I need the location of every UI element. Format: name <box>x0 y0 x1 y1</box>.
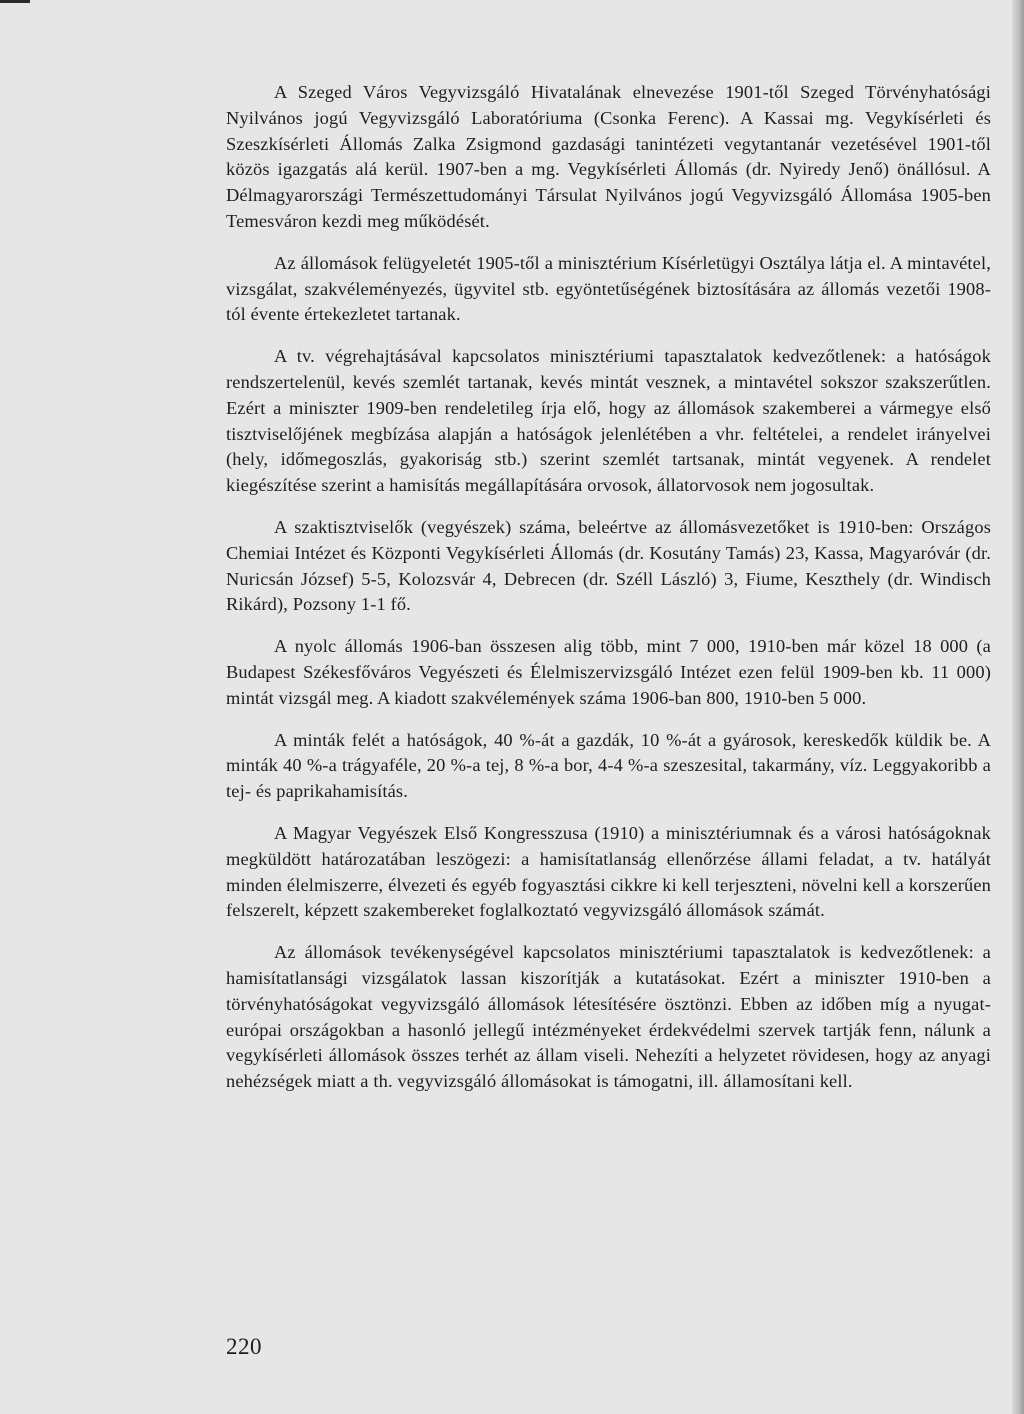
paragraph-5: A nyolc állomás 1906-ban összesen alig több, mint 7 000, 1910-ben már közel 18 000 (a Budapest Székesfőváros Vegyészeti és Élelmiszervizsgáló Intézet ezen felül 1909-ben kb. 11 000) mintát vizsgál meg. A kiadott szakvélemények száma 1906-ban 800, 1910-ben 5 000. <box>226 636 991 708</box>
paragraph-3: A tv. végrehajtásával kapcsolatos minisztériumi tapasztalatok kedvezőtlenek: a hatóságok rendszertelenül, kevés szemlét tartanak, kevés mintát vesznek, a mintavétel sokszor szakszerűtlen. Ezért a miniszter 1909-ben rendeletileg írja elő, hogy az állomások szakemberei a vármegye első tisztviselőjének megbízása alapján a hatóságok jelenlétében a vhr. feltételei, a rendelet irányelvei (hely, időmegoszlás, gyakoriság stb.) szerint szemlét tartsanak, mintát vegyenek. A rendelet kiegészítése szerint a hamisítás megállapítására orvosok, állatorvosok nem jogosultak. <box>226 346 991 496</box>
body-text <box>226 80 991 1111</box>
paragraph-4: A szaktisztviselők (vegyészek) száma, beleértve az állomásvezetőket is 1910-ben: Országos Chemiai Intézet és Központi Vegykísérleti Állomás (dr. Kosutány Tamás) 23, Kassa, Magyaróvár (dr. Nuricsán József) 5-5, Kolozsvár 4, Debrecen (dr. Széll László) 3, Fiume, Keszthely (dr. Windisch Rikárd), Pozsony 1-1 fő. <box>226 516 991 615</box>
paragraph-1: A Szeged Város Vegyvizsgáló Hivatalának elnevezése 1901-től Szeged Törvényhatósági Nyilvános jogú Vegyvizsgáló Laboratóriuma (Csonka Ferenc). A Kassai mg. Vegykísérleti és Szeszkísérleti Állomás Zalka Zsigmond gazdasági tanintézeti vegytantanár vezetésével 1901-től közös igazgatás alá kerül. 1907-ben a mg. Vegykísérleti Állomás (dr. Nyiredy Jenő) önállósul. A Délmagyarországi Természettudományi Társulat Nyilvános jogú Vegyvizsgáló Állomása 1905-ben Temesváron kezdi meg működését. <box>226 82 991 231</box>
paragraph-8: Az állomások tevékenységével kapcsolatos minisztériumi tapasztalatok is kedvezőtlenek: a hamisítatlansági vizsgálatok lassan kiszorítják a kutatásokat. Ezért a miniszter 1910-ben a törvényhatóságokat vegyvizsgáló állomások létesítésére ösztönzi. Ebben az időben míg a nyugat-európai országokban a hasonló jellegű intézményeket érdekvédelmi szervek tartják fenn, nálunk a vegykísérleti állomások összes terhét az állam viseli. Nehezíti a helyzetet rövidesen, hogy az anyagi nehézségek miatt a th. vegyvizsgáló állomásokat is támogatni, ill. államosítani kell. <box>226 942 991 1092</box>
paragraph-2: Az állomások felügyeletét 1905-től a minisztérium Kísérletügyi Osztálya látja el. A mintavétel, vizsgálat, szakvéleményezés, ügyvitel stb. egyöntetűségének biztosítására az állomás vezetői 1908-tól évente értekezletet tartanak. <box>226 252 991 325</box>
paragraph-7: A Magyar Vegyészek Első Kongresszusa (1910) a minisztériumnak és a városi hatóságoknak megküldött határozatában leszögezi: a hamisítatlanság ellenőrzése állami feladat, a tv. hatályát minden élelmiszerre, élvezeti és egyéb fogyasztási cikkre ki kell terjeszteni, növelni kell a korszerűen felszerelt, képzett szakembereket foglalkoztató vegyvizsgáló állomások számát. <box>226 822 991 921</box>
top-edge-mark <box>0 0 30 3</box>
page-number: 220 <box>226 1334 262 1359</box>
paragraph-6: A minták felét a hatóságok, 40 %-át a gazdák, 10 %-át a gyárosok, kereskedők küldik be. A minták 40 %-a trágyaféle, 20 %-a tej, 8 %-a bor, 4-4 %-a szeszesital, takarmány, víz. Leggyakoribb a tej- és paprikahamisítás. <box>226 729 991 802</box>
page-edge-shadow <box>1012 0 1024 1414</box>
